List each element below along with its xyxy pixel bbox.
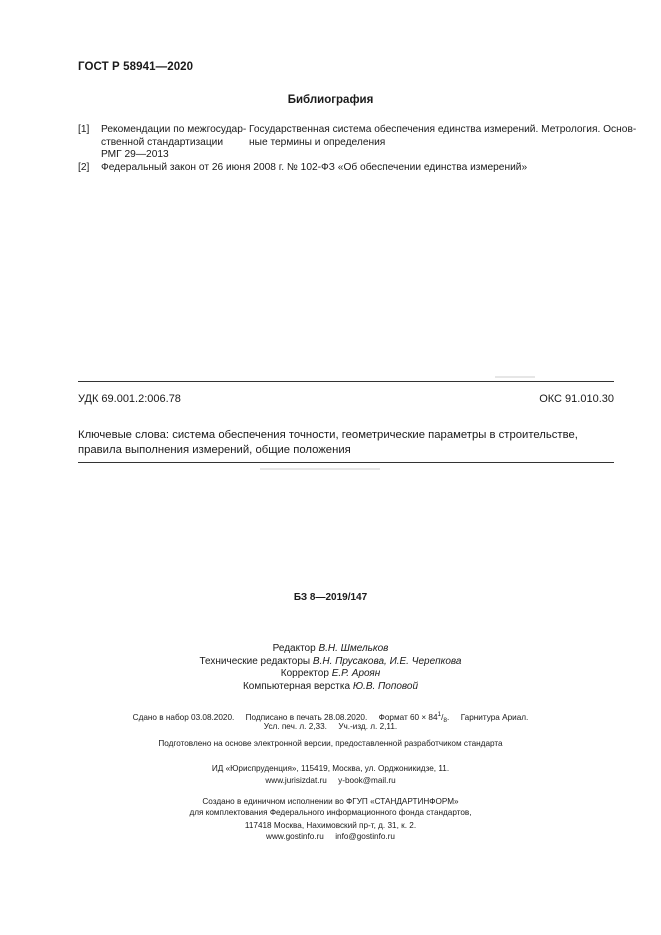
credit-line: Корректор Е.Р. Ароян xyxy=(280,668,381,680)
publisher-contacts xyxy=(0,776,661,786)
credit-line: Технические редакторы В.Н. Прусакова, И.Е. Черепкова xyxy=(199,655,462,667)
prepared-note: Подготовлено на основе электронной версии, предоставленной разработчиком стандарта xyxy=(158,739,503,748)
bibliography-entry-text: Федеральный закон от 26 июня 2008 г. № 102-ФЗ «Об обеспечении единства измерений» xyxy=(101,162,528,173)
creator-line: для комплектования Федерального информационного фонда стандартов, xyxy=(189,808,472,817)
udk-code: УДК 69.001.2:006.78 xyxy=(78,393,181,405)
scan-artifact xyxy=(495,376,535,378)
credit-line: Компьютерная верстка Ю.В. Поповой xyxy=(242,680,419,692)
top-divider xyxy=(78,381,614,382)
bibliography-entry-title: Государственная система обеспечения единства измерений. Метрология. Основ- ные термины и определения xyxy=(249,124,637,148)
bz-number: БЗ 8—2019/147 xyxy=(293,592,368,603)
publisher-address: ИД «Юриспруденция», 115419, Москва, ул. Орджоникидзе, 11. xyxy=(211,764,450,773)
creator-line: Создано в единичном исполнении во ФГУП «СТАНДАРТИНФОРМ» xyxy=(202,797,459,806)
bibliography-entry-number: [2] xyxy=(78,162,90,173)
credit-line: Редактор В.Н. Шмельков xyxy=(272,643,389,654)
oks-code: ОКС 91.010.30 xyxy=(539,393,614,405)
bibliography-title: Библиография xyxy=(287,94,374,106)
imprint-line: Сдано в набор 03.08.2020. Подписано в печать 28.08.2020. Формат $60 \times 84^1/_8$. Гарнитура Ариал. xyxy=(132,711,529,724)
keywords: Ключевые слова: система обеспечения точности, геометрические параметры в строительстве, правила выполнения измерений, общие положения xyxy=(78,429,578,456)
creator-website[interactable]: www.gostinfo.ru xyxy=(266,832,324,841)
bibliography-entry-number: [1] xyxy=(78,124,90,135)
publisher-website[interactable]: www.jurisizdat.ru xyxy=(265,776,327,785)
bottom-divider xyxy=(78,462,614,463)
standard-number-header: ГОСТ Р 58941—2020 xyxy=(78,61,194,73)
creator-email[interactable]: info@gostinfo.ru xyxy=(335,832,395,841)
publisher-email[interactable]: y-book@mail.ru xyxy=(338,776,396,785)
scan-artifact xyxy=(260,468,380,470)
creator-contacts xyxy=(0,832,661,842)
imprint-line: Усл. печ. л. 2,33. Уч.-изд. л. 2,11. xyxy=(263,722,398,731)
format-value: Формат $60 \times 84^1/_8$. xyxy=(378,711,450,724)
credits-block xyxy=(0,643,661,693)
creator-address: 117418 Москва, Нахимовский пр-т, д. 31, к. 2. xyxy=(244,821,417,830)
bibliography-entry-document: Рекомендации по межгосудар- ственной стандартизации РМГ 29—2013 xyxy=(101,124,247,160)
